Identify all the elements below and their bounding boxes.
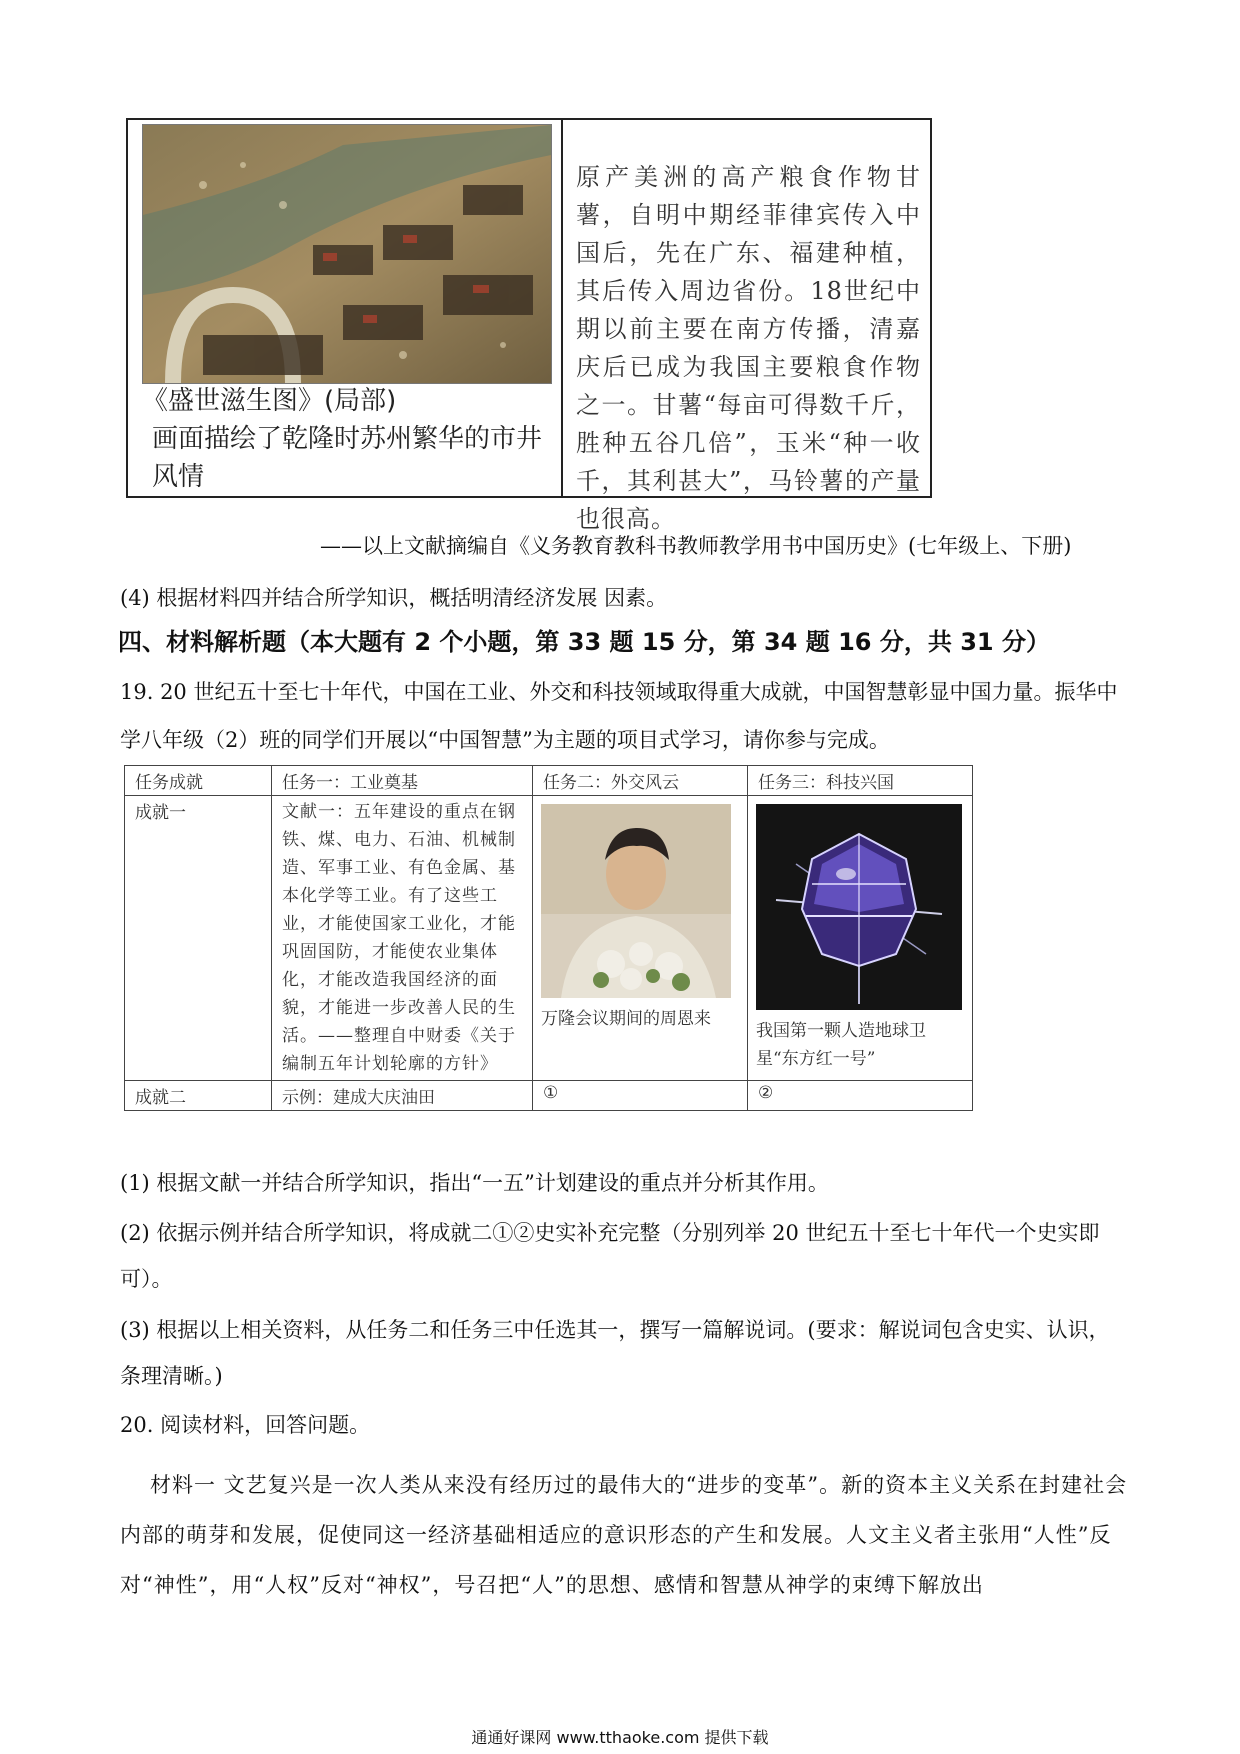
diplomacy-cell <box>533 796 748 1081</box>
satellite-photo-caption: 我国第一颗人造地球卫星“东方红一号” <box>756 1021 926 1069</box>
source-citation: ——以上文献摘编自《义务教育教科书教师教学用书中国历史》(七年级上、下册) <box>320 534 1072 558</box>
doc-cell <box>272 796 533 1081</box>
material-one-text: 材料一 文艺复兴是一次人类从来没有经历过的最伟大的“进步的变革”。新的资本主义关系在封建社会内部的萌芽和发展，促使同这一经济基础相适应的意识形态的产生和发展。人文主义者主张用“人性”反对“神性”，用“人权”反对“神权”，号召把“人”的思想、感情和智慧从神学的束缚下解放出 <box>120 1473 1128 1597</box>
question-19-3: (3) 根据以上相关资料，从任务二和任务三中任选其一，撰写一篇解说词。(要求：解说词包含史实、认识，条理清晰。) <box>120 1318 1110 1388</box>
section-heading: 四、材料解析题（本大题有 2 个小题，第 33 题 15 分，第 34 题 16 分，共 31 分） <box>118 628 1050 656</box>
zhou-photo-caption: 万隆会议期间的周恩来 <box>541 1009 711 1029</box>
footer-watermark: 通通好课网 www.tthaoke.com 提供下载 <box>471 1728 769 1747</box>
blank-cell-2: ② <box>748 1081 973 1111</box>
zhou-enlai-photo <box>541 804 731 998</box>
header-cell: 任务三：科技兴国 <box>748 766 973 796</box>
question-20: 20. 阅读材料，回答问题。 <box>120 1413 371 1437</box>
task-table <box>124 765 973 1111</box>
question-4: (4) 根据材料四并结合所学知识，概括明清经济发展 因素。 <box>120 586 668 610</box>
header-cell: 任务成就 <box>125 766 272 796</box>
document-one-text: 文献一：五年建设的重点在钢铁、煤、电力、石油、机械制造、军事工业、有色金属、基本化学等工业。有了这些工业，才能使国家工业化，才能巩固国防，才能使农业集体化，才能改造我国经济的面貌，才能进一步改善人民的生活。——整理自中财委《关于编制五年计划轮廓的方针》 <box>282 802 516 1074</box>
technology-cell <box>748 796 973 1081</box>
row-label: 成就二 <box>125 1081 272 1111</box>
header-cell: 任务二：外交风云 <box>533 766 748 796</box>
painting-caption <box>142 382 554 496</box>
painting-caption-desc: 画面描绘了乾隆时苏州繁华的市井风情 <box>152 424 543 492</box>
material-one <box>120 1460 1130 1610</box>
header-cell: 任务一：工业奠基 <box>272 766 533 796</box>
painting-caption-title: 《盛世滋生图》(局部) <box>142 386 397 416</box>
question-19-intro: 19. 20 世纪五十至七十年代，中国在工业、外交和科技领域取得重大成就，中国智慧彰显中国力量。振华中学八年级（2）班的同学们开展以“中国智慧”为主题的项目式学习，请你参与完成。 <box>120 680 1118 752</box>
table-row <box>125 796 973 1081</box>
sweet-potato-quote: 原产美洲的高产粮食作物甘薯，自明中期经菲律宾传入中国后，先在广东、福建种植，其后传入周边省份。18世纪中期以前主要在南方传播，清嘉庆后已成为我国主要粮食作物之一。甘薯“每亩可得数千斤，胜种五谷几倍”，玉米“种一收千，其利甚大”，马铃薯的产量也很高。 <box>576 163 921 533</box>
question-19-1: (1) 根据文献一并结合所学知识，指出“一五”计划建设的重点并分析其作用。 <box>120 1171 829 1195</box>
satellite-photo <box>756 804 962 1010</box>
example-cell: 示例：建成大庆油田 <box>272 1081 533 1111</box>
table-header-row <box>125 766 973 796</box>
table-row <box>125 1081 973 1111</box>
blank-cell-1: ① <box>533 1081 748 1111</box>
question-19-2: (2) 依据示例并结合所学知识，将成就二①②史实补充完整（分别列举 20 世纪五十至七十年代一个史实即可）。 <box>120 1221 1100 1291</box>
row-label: 成就一 <box>125 796 272 1081</box>
figure-divider <box>561 118 563 498</box>
painting-image <box>142 124 552 384</box>
